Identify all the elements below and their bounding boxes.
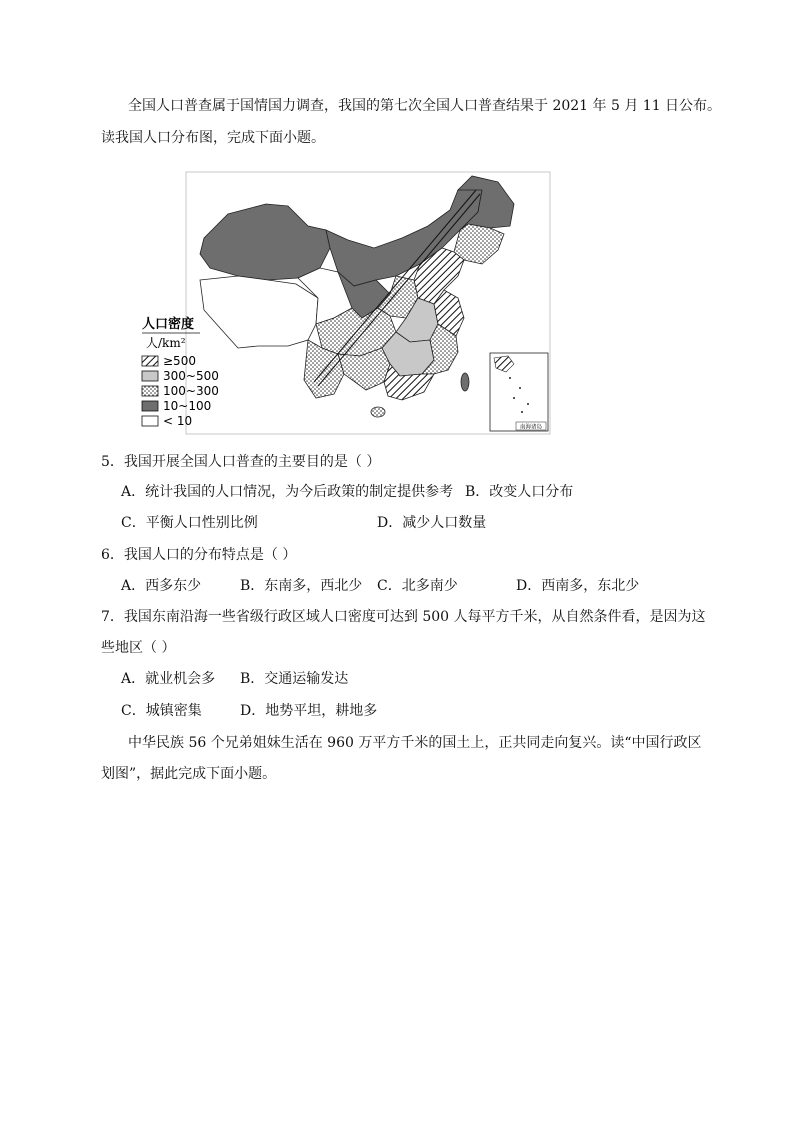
legend-label-4: 10~100 (163, 399, 212, 413)
question-7-stem-line-1: 7．我国东南沿海一些省级行政区域人口密度可达到 500 人每平方千米，从自然条件看，是因为这 (101, 609, 706, 625)
q6-option-b: B．东南多，西北少 (240, 578, 363, 594)
legend-label-5: < 10 (163, 414, 193, 428)
q5-option-b: B．改变人口分布 (465, 484, 574, 500)
south-china-sea-inset (490, 353, 548, 431)
legend-title: 人口密度 (142, 317, 195, 332)
legend-swatch-dark (142, 401, 158, 411)
region-xinjiang (200, 204, 330, 280)
map-legend (142, 316, 219, 428)
legend-swatch-dots (142, 386, 158, 396)
q7-option-d: D．地势平坦，耕地多 (240, 703, 378, 719)
question-5-stem: 5．我国开展全国人口普查的主要目的是（ ） (101, 454, 381, 470)
region-tibet (200, 276, 318, 348)
region-hainan (371, 407, 385, 417)
legend-swatch-white (142, 416, 158, 426)
q7-option-b: B．交通运输发达 (240, 671, 349, 687)
question-6-stem: 6．我国人口的分布特点是（ ） (101, 547, 297, 563)
q6-option-c: C．北多南少 (377, 578, 458, 594)
legend-label-1: ≥500 (163, 354, 196, 368)
intro2-line-2: 划图”，据此完成下面小题。 (101, 766, 277, 782)
q5-option-d: D．减少人口数量 (377, 515, 487, 531)
legend-swatch-light (142, 371, 158, 381)
inset-label: 南海诸岛 (519, 424, 543, 431)
q6-option-a: A．西多东少 (121, 578, 202, 594)
question-7-stem-line-2: 些地区（ ） (101, 640, 176, 656)
legend-label-3: 100~300 (163, 384, 219, 398)
region-taiwan (461, 373, 469, 391)
population-distribution-map (138, 168, 554, 438)
q5-option-a: A．统计我国的人口情况，为今后政策的制定提供参考 (121, 484, 454, 500)
q7-option-c: C．城镇密集 (121, 703, 202, 719)
intro-line-1: 全国人口普查属于国情国力调查，我国的第七次全国人口普查结果于 2021 年 5 月 11 日公布。 (128, 98, 722, 114)
intro2-line-1: 中华民族 56 个兄弟姐妹生活在 960 万平方千米的国土上，正共同走向复兴。读“中国行政区 (128, 735, 702, 751)
legend-swatch-hatch (142, 356, 158, 366)
q6-option-d: D．西南多，东北少 (516, 578, 640, 594)
intro-line-2: 读我国人口分布图，完成下面小题。 (101, 130, 325, 146)
legend-label-2: 300~500 (163, 369, 219, 383)
q7-option-a: A．就业机会多 (121, 671, 216, 687)
q5-option-c: C．平衡人口性别比例 (121, 515, 258, 531)
legend-unit: 人/km² (146, 336, 186, 350)
